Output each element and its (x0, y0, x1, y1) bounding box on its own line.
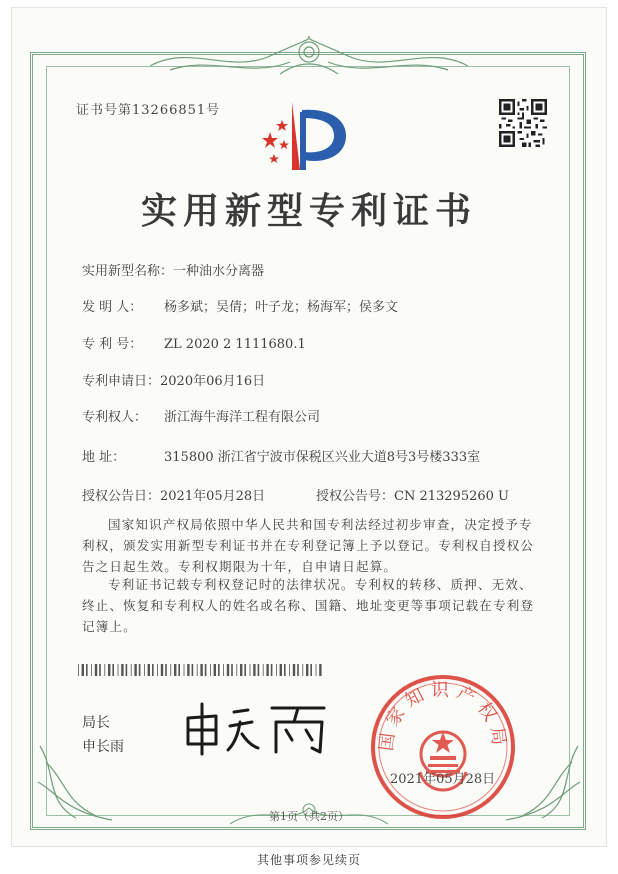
certificate-title: 实用新型专利证书 (140, 191, 477, 232)
address-label: 地 址： (82, 450, 126, 465)
filing-date-value: 2020年06月16日 (160, 374, 266, 389)
director-name: 申长雨 (82, 739, 124, 755)
grant-date-label: 授权公告日： (82, 489, 161, 504)
patent-number-value: ZL 2020 2 1111680.1 (164, 337, 306, 352)
utility-model-name-row (82, 260, 264, 279)
filing-date-row (82, 370, 265, 389)
grant-date-value: 2021年05月28日 (160, 489, 266, 504)
inventor-row (82, 296, 398, 315)
certificate-paragraph-2: 专利证书记载专利权登记时的法律状况。专利权的转移、质押、无效、终止、恢复和专利权人的姓名或名称、国籍、地址变更等事项记载在专利登记簿上。 (82, 577, 535, 634)
grant-number-row (316, 485, 509, 504)
filing-date-label: 专利申请日： (82, 374, 161, 389)
certificate-paragraph-1: 国家知识产权局依照中华人民共和国专利法经过初步审查，决定授予专利权，颁发实用新型专利证书并在专利登记簿上予以登记。专利权自授权公告之日起生效。专利权期限为十年，自申请日起算。 (82, 517, 535, 574)
top-ornament-icon (150, 34, 468, 78)
inventor-value: 杨多斌；吴倩；叶子龙；杨海军；侯多文 (164, 300, 399, 315)
page-number: 第1页（共2页） (269, 810, 349, 823)
footer-note: 其他事项参见续页 (256, 853, 361, 867)
address-value: 315800 浙江省宁波市保税区兴业大道8号3号楼333室 (164, 450, 481, 465)
patent-number-row (82, 333, 306, 352)
seal-text: 国家知识产权局 (376, 680, 510, 753)
handwritten-signature (182, 700, 332, 758)
patentee-row (82, 406, 320, 425)
seal-date: 2021年05月28日 (390, 772, 496, 787)
director-title: 局长 (82, 715, 110, 731)
barcode-icon (78, 664, 324, 676)
grant-date-row (82, 485, 265, 504)
grant-number-value: CN 213295260 U (394, 489, 509, 504)
utility-model-name-label: 实用新型名称： (82, 264, 174, 279)
inventor-label: 发 明 人： (82, 300, 143, 315)
patentee-value: 浙江海牛海洋工程有限公司 (164, 410, 321, 425)
grant-number-label: 授权公告号： (316, 489, 395, 504)
official-seal-icon (368, 672, 518, 822)
qr-code-icon (499, 99, 547, 147)
patentee-label: 专利权人： (82, 410, 148, 425)
utility-model-name-value: 一种油水分离器 (173, 264, 265, 279)
certificate-number: 证书号第13266851号 (76, 103, 221, 118)
patent-number-label: 专 利 号： (82, 337, 143, 352)
patent-office-logo-icon (262, 100, 358, 178)
address-row (82, 446, 480, 465)
